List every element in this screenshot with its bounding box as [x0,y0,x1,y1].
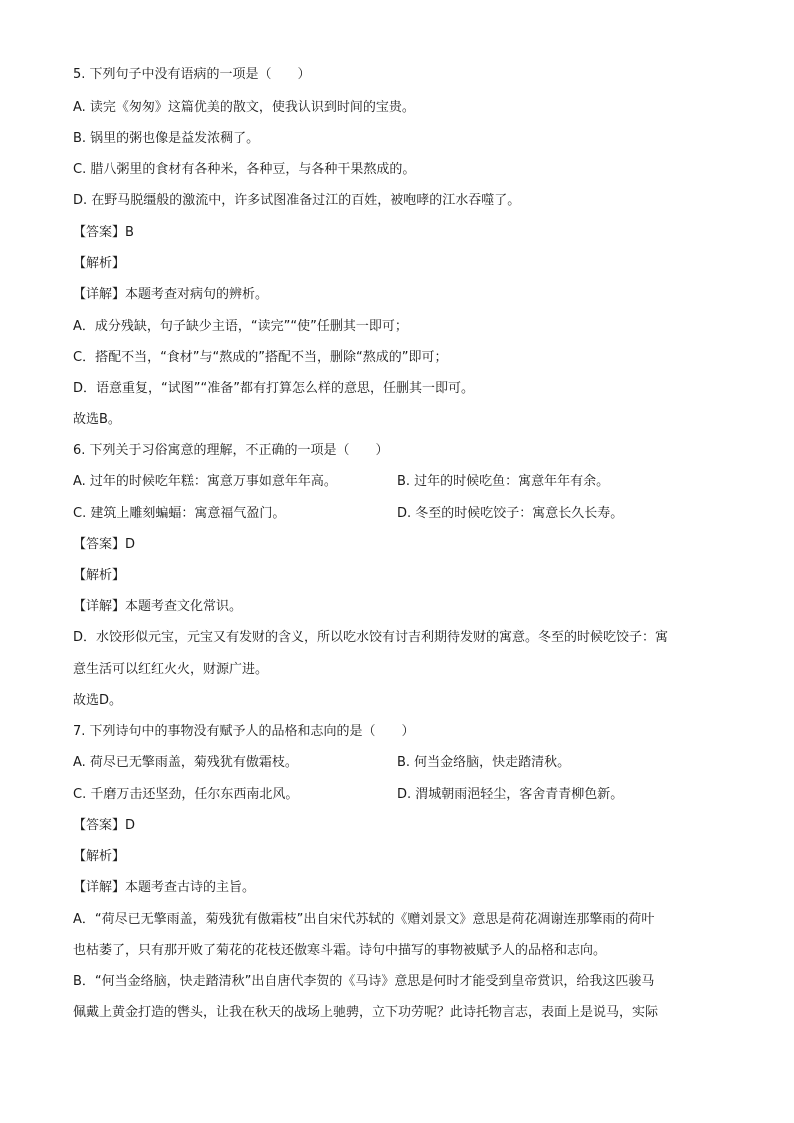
q7-option-d: D. 渭城朝雨浥轻尘，客舍青青柳色新。 [397,787,624,802]
q5-option-c: C. 腊八粥里的食材有各种米，各种豆，与各种干果熬成的。 [73,162,416,177]
q7-option-c: C. 千磨万击还坚劲，任尔东西南北风。 [73,787,299,802]
q5-explain-c: C．搭配不当，“食材”与“熬成的”搭配不当，删除“熬成的”即可； [73,350,448,365]
q6-answer: 【答案】D [73,537,136,552]
q7-stem: 7. 下列诗句中的事物没有赋予人的品格和志向的是（ ） [73,724,415,739]
q5-explain-d: D．语意重复，“试图”“准备”都有打算怎么样的意思，任删其一即可。 [73,381,474,396]
q6-stem: 6. 下列关于习俗寓意的理解，不正确的一项是（ ） [73,443,389,458]
q6-detail: 【详解】本题考查文化常识。 [73,599,243,614]
q6-option-d: D. 冬至的时候吃饺子：寓意长久长寿。 [397,506,624,521]
q7-explain-a-line2: 也枯萎了，只有那开败了菊花的花枝还傲寒斗霜。诗句中描写的事物被赋予人的品格和志向。 [73,943,607,958]
q7-analysis-heading: 【解析】 [73,849,126,864]
q7-explain-b-line2: 佩戴上黄金打造的辔头，让我在秋天的战场上驰骋，立下功劳呢？此诗托物言志，表面上是说马，实际 [73,1005,659,1020]
q7-option-a: A. 荷尽已无擎雨盖，菊残犹有傲霜枝。 [73,755,298,770]
q6-explain-d-line1: D．水饺形似元宝，元宝又有发财的含义，所以吃水饺有讨吉利期待发财的寓意。冬至的时候吃饺子：寓 [73,630,669,645]
q7-detail: 【详解】本题考查古诗的主旨。 [73,880,256,895]
q5-detail: 【详解】本题考查对病句的辨析。 [73,287,269,302]
q5-option-d: D. 在野马脱缰般的激流中，许多试图准备过江的百姓，被咆哮的江水吞噬了。 [73,193,521,208]
q6-choose: 故选D。 [73,693,123,708]
q5-stem: 5. 下列句子中没有语病的一项是（ ） [73,67,311,82]
q6-option-a: A. 过年的时候吃年糕：寓意万事如意年年高。 [73,474,337,489]
q6-analysis-heading: 【解析】 [73,568,126,583]
q7-answer: 【答案】D [73,818,136,833]
q5-option-b: B. 锅里的粥也像是益发浓稠了。 [73,131,260,146]
q5-explain-a: A．成分残缺，句子缺少主语，“读完”“使”任删其一即可； [73,319,408,334]
q5-analysis-heading: 【解析】 [73,256,126,271]
q7-option-b: B. 何当金络脑，快走踏清秋。 [397,755,571,770]
q6-option-b: B. 过年的时候吃鱼：寓意年年有余。 [397,474,610,489]
q5-answer: 【答案】B [73,225,134,240]
q7-explain-b-line1: B．“何当金络脑，快走踏清秋”出自唐代李贺的《马诗》意思是何时才能受到皇帝赏识，给我这匹骏马 [73,974,655,989]
q5-option-a: A. 读完《匆匆》这篇优美的散文，使我认识到时间的宝贵。 [73,100,415,115]
q7-explain-a-line1: A．“荷尽已无擎雨盖，菊残犹有傲霜枝”出自宋代苏轼的《赠刘景文》意思是荷花凋谢连那擎雨的荷叶 [73,912,655,927]
q6-explain-d-line2: 意生活可以红红火火，财源广进。 [73,662,269,677]
q6-option-c: C. 建筑上雕刻蝙蝠：寓意福气盈门。 [73,506,286,521]
q5-choose: 故选B。 [73,412,121,427]
